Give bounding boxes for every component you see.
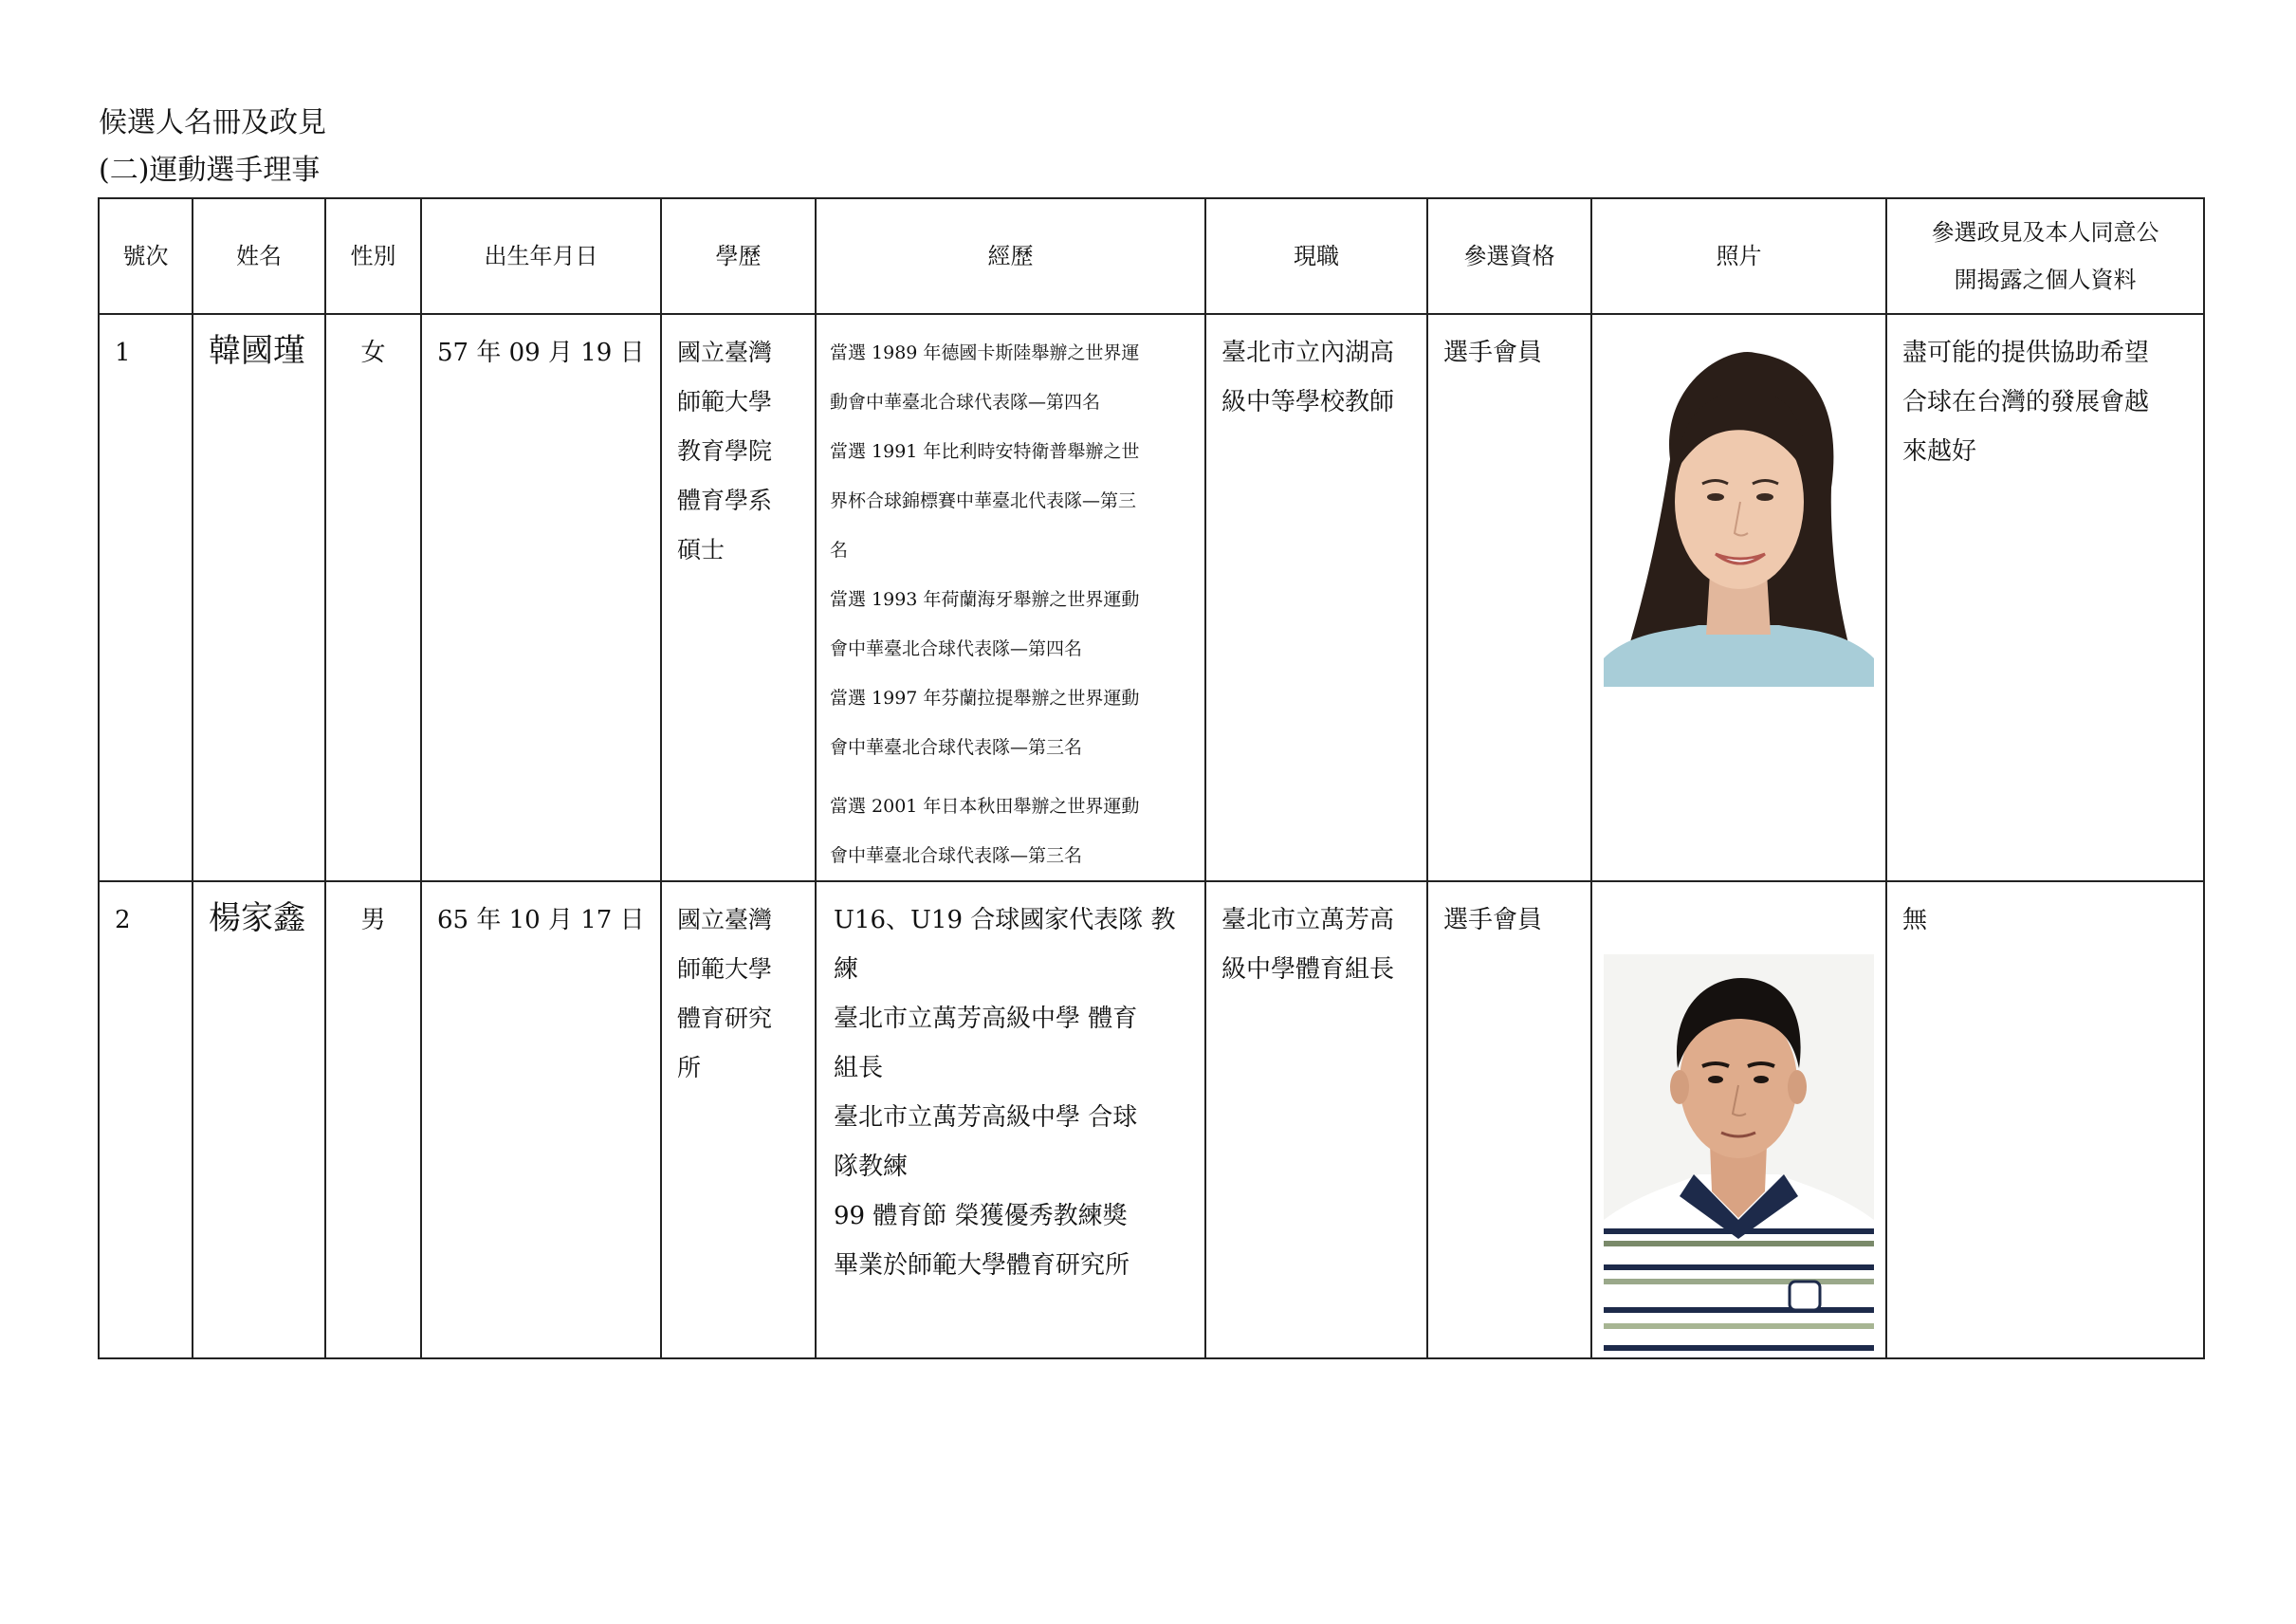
candidate-name-cell [193, 314, 325, 881]
qualification: 選手會員 [1443, 906, 1543, 934]
platform [1887, 315, 2203, 476]
experience-line: 會中華臺北合球代表隊—第三名 [830, 845, 1083, 866]
experience-line: 當選 1989 年德國卡斯陸舉辦之世界運 [830, 342, 1140, 363]
education-line: 國立臺灣 [677, 906, 773, 933]
gender-cell [325, 314, 421, 881]
photo-cell [1591, 881, 1886, 1358]
table-row [99, 881, 2204, 1358]
experience-line: 臺北市立萬芳高級中學 體育 [834, 1005, 1138, 1033]
table-row [99, 314, 2204, 881]
platform [1887, 882, 2203, 945]
photo-cell [1591, 314, 1886, 881]
birthdate: 65 年 10 月 17 日 [437, 906, 645, 934]
current-position-line: 臺北市立內湖高 [1221, 339, 1395, 367]
qualification-cell [1427, 881, 1591, 1358]
current-position-cell [1205, 314, 1427, 881]
experience-line: 動會中華臺北合球代表隊—第四名 [830, 392, 1101, 413]
row-number-cell [99, 881, 193, 1358]
experience-cell [816, 881, 1205, 1358]
experience-line: 練 [834, 955, 859, 984]
document-title: 候選人名冊及政見 [99, 106, 326, 139]
current-position [1206, 315, 1426, 427]
header-current-position: 現職 [1205, 198, 1427, 314]
experience-line: 當選 1997 年芬蘭拉提舉辦之世界運動 [830, 688, 1140, 709]
header-birthdate: 出生年月日 [421, 198, 661, 314]
experience-line: 會中華臺北合球代表隊—第四名 [830, 638, 1083, 659]
candidate-name-cell [193, 881, 325, 1358]
header-name: 姓名 [193, 198, 325, 314]
candidate-name: 韓國瑾 [209, 332, 305, 370]
platform-cell [1886, 314, 2204, 881]
header-number: 號次 [99, 198, 193, 314]
experience-cell [816, 314, 1205, 881]
header-qualification: 參選資格 [1427, 198, 1591, 314]
birthdate-cell [421, 314, 661, 881]
experience-line: 會中華臺北合球代表隊—第三名 [830, 737, 1083, 758]
education-cell [661, 314, 816, 881]
experience-line: 界杯合球錦標賽中華臺北代表隊—第三 [830, 490, 1137, 511]
education-line: 體育學系 [677, 487, 773, 514]
row-number: 1 [115, 339, 131, 367]
header-platform-line2: 開揭露之個人資料 [1954, 267, 2137, 293]
education-line: 師範大學 [677, 388, 773, 415]
row-number: 2 [115, 906, 131, 934]
header-platform-line1: 參選政見及本人同意公 [1931, 219, 2159, 246]
education-line: 教育學院 [677, 437, 773, 465]
experience [817, 315, 1204, 880]
candidate-photo [1604, 954, 1874, 1357]
experience-line: 99 體育節 榮獲優秀教練獎 [834, 1202, 1128, 1230]
current-position-cell [1205, 881, 1427, 1358]
experience-line: 畢業於師範大學體育研究所 [834, 1251, 1130, 1280]
candidate-photo [1604, 345, 1874, 687]
current-position [1206, 882, 1426, 994]
education-line: 國立臺灣 [677, 339, 773, 366]
experience-line: 名 [830, 540, 849, 561]
experience-line: 臺北市立萬芳高級中學 合球 [834, 1103, 1138, 1132]
current-position-line: 級中等學校教師 [1221, 388, 1395, 416]
qualification-cell [1427, 314, 1591, 881]
current-position-line: 臺北市立萬芳高 [1221, 906, 1395, 934]
header-gender: 性別 [325, 198, 421, 314]
qualification: 選手會員 [1443, 339, 1543, 367]
platform-line: 來越好 [1902, 437, 1977, 466]
gender: 女 [360, 339, 386, 367]
candidate-table [98, 197, 2205, 1359]
experience-line: 當選 2001 年日本秋田舉辦之世界運動 [830, 796, 1140, 817]
platform-cell [1886, 881, 2204, 1358]
header-photo: 照片 [1591, 198, 1886, 314]
current-position-line: 級中學體育組長 [1221, 955, 1395, 984]
education [662, 315, 815, 575]
birthdate: 57 年 09 月 19 日 [437, 339, 645, 367]
experience-line: 當選 1993 年荷蘭海牙舉辦之世界運動 [830, 589, 1140, 610]
platform-line: 無 [1902, 906, 1928, 934]
experience-line: 當選 1991 年比利時安特衛普舉辦之世 [830, 441, 1140, 462]
header-platform [1886, 198, 2204, 314]
table-header-row [99, 198, 2204, 314]
experience-line: 組長 [834, 1054, 884, 1082]
header-education: 學歷 [661, 198, 816, 314]
experience-line: 隊教練 [834, 1153, 909, 1181]
section-subtitle: (二)運動選手理事 [99, 154, 321, 187]
education-line: 體育研究 [677, 1005, 773, 1032]
education-cell [661, 881, 816, 1358]
education-line: 師範大學 [677, 955, 773, 983]
education-line: 碩士 [677, 536, 726, 563]
candidate-portrait-male [1604, 954, 1874, 1357]
gender: 男 [360, 906, 386, 934]
education [662, 882, 815, 1093]
experience [817, 882, 1204, 1290]
birthdate-cell [421, 881, 661, 1358]
candidate-name: 楊家鑫 [209, 899, 305, 937]
gender-cell [325, 881, 421, 1358]
header-experience: 經歷 [816, 198, 1205, 314]
platform-line: 合球在台灣的發展會越 [1902, 388, 2150, 416]
platform-line: 盡可能的提供協助希望 [1902, 339, 2150, 367]
candidate-portrait-female [1604, 345, 1874, 687]
row-number-cell [99, 314, 193, 881]
experience-line: U16、U19 合球國家代表隊 教 [834, 906, 1176, 934]
education-line: 所 [677, 1054, 702, 1081]
